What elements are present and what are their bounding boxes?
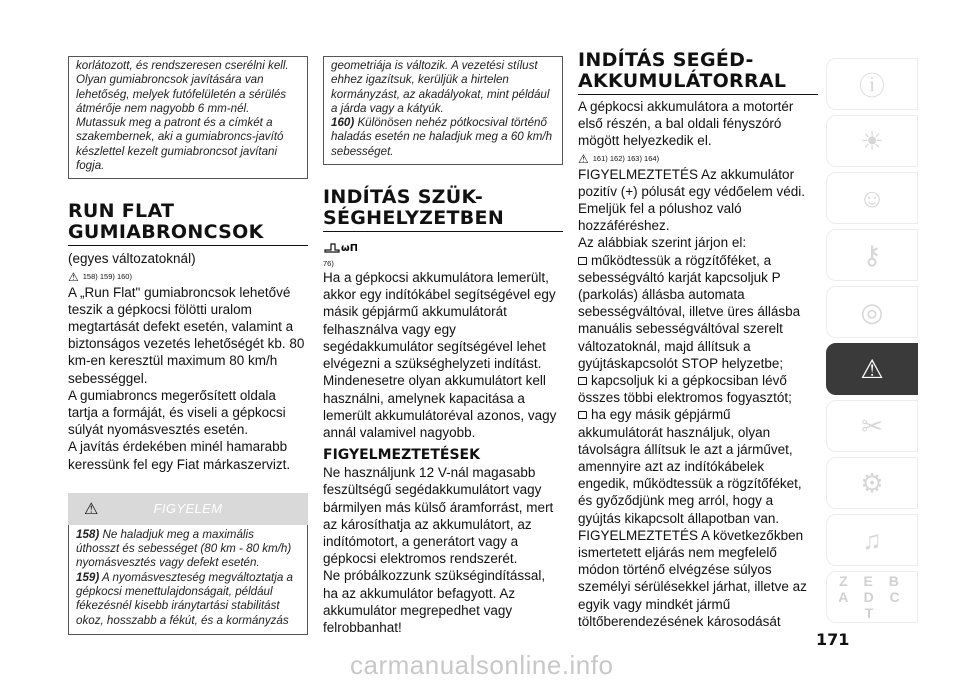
warning-triangle-icon: ⚠ — [68, 269, 79, 284]
warning-refs: ⚠ 158) 159) 160) — [68, 269, 132, 284]
warning-triangle-icon: ⚠ — [84, 500, 99, 518]
section-heading-emergency-start: INDÍTÁS SZÜK- SÉGHELYZETBEN — [323, 187, 563, 232]
seatbelt-airbag-icon: ☺ — [858, 182, 886, 213]
tab-driving[interactable] — [826, 286, 918, 338]
continued-note-box — [68, 56, 308, 179]
warning-item-158: 158) Ne haladjuk meg a maximális úthosszt és sebességet (80 km - 80 km/h) nyomásvesztés vagy defekt esetén. — [76, 527, 292, 570]
column-left — [68, 56, 308, 635]
list-item: ha egy másik gépjármű akkumulátorát használjuk, olyan távolságra állítsuk le azt a járművet, amennyire azt az indítókábelek engedik, működtessük a rögzítőféket, és győződjünk meg arról, hogy a gyújtás kikapcsolt állapotban van. — [578, 407, 802, 526]
paragraph: A gépkocsi akkumulátora a motortér első részén, a bal oldali fényszóró mögött helyezkedik el. — [578, 99, 794, 149]
paragraph: Ne használjunk 12 V-nál magasabb feszültségű segédakkumulátort vagy bármilyen más külső áramforrást, mert az károsíthatja az akkumulátort, az indítómotort, a generátort vagy a gépkocsi elektromos rendszerét. — [323, 465, 554, 567]
tab-multimedia[interactable] — [826, 514, 918, 566]
tab-starting[interactable] — [826, 229, 918, 281]
column-right — [578, 50, 818, 630]
key-start-icon: ⚷ — [862, 239, 882, 270]
music-media-icon: ♫ — [862, 524, 882, 555]
square-bullet-icon — [578, 257, 587, 265]
warning-title: FIGYELEM — [153, 501, 223, 517]
square-bullet-icon — [578, 377, 587, 385]
warning-item-160: 160) Különösen nehéz pótkocsival történő haladás esetén ne haladjuk meg a 60 km/h sebességet. — [331, 116, 553, 158]
paragraph: A gumiabroncs megerősített oldala tartja a formáját, és viseli a gépkocsi súlyát nyomásvesztés esetén. — [68, 387, 286, 438]
paragraph: FIGYELMEZTETÉS Az akkumulátor pozitív (+) pólusát egy védőelem védi. Emeljük fel a pólushoz való hozzáféréshez. — [578, 166, 805, 234]
warning-triangle-icon: ⚠ — [578, 151, 589, 166]
tab-technical-data[interactable] — [826, 457, 918, 509]
warning-item-159: 159) A nyomásveszteség megváltoztatja a gépkocsi menettulajdonságait, például fékezésnél kisebb iránytartási stabilitást okoz, hosszabb a fékút, és a kormányzás — [76, 570, 293, 627]
car-info-icon: ⓘ — [858, 70, 885, 101]
warning-text-box — [68, 525, 308, 635]
tab-dashboard-lights[interactable] — [826, 115, 918, 167]
dashboard-lights-icon: ☀ — [860, 125, 884, 156]
wrench-service-icon: ✂ — [861, 410, 883, 441]
caution-refs: 76) — [323, 259, 334, 269]
paragraph: A javítás érdekében minél hamarabb keressünk fel egy Fiat márkaszervizt. — [68, 439, 291, 472]
steering-wheel-icon: ◎ — [860, 296, 884, 327]
paragraph: Ne próbálkozzunk szükségindítással, ha az akkumulátor befagyott. Az akkumulátor megrepedhet vagy felrobbanhat! — [323, 568, 546, 635]
section-heading-booster-start: INDÍTÁS SEGÉD- AKKUMULÁTORRAL — [578, 50, 818, 95]
paragraph: A „Run Flat" gumiabroncsok lehetővé teszik a gépkocsi fölötti uralom megtartását defekt esetén, valamint a biztonságos vezetés lehetőségét kb. 80 km-en keresztül maximum 80 km/h sebességgel. — [68, 284, 305, 386]
hand-caution-icon — [323, 238, 563, 256]
svg-text:ωΠ: ωΠ — [341, 243, 357, 255]
index-letters-icon: Z E B A D C T — [838, 573, 906, 621]
page-number: 171 — [816, 630, 850, 649]
warning-header — [68, 493, 308, 525]
sub-heading-warnings: FIGYELMEZTETÉSEK — [323, 447, 480, 464]
paragraph: Ha a gépkocsi akkumulátora lemerült, akkor egy indítókábel segítségével egy másik gépjármű akkumulátorát felhasználva vagy egy segédakkumulátor segítségével lehet elvégezni a szükséghelyzeti indítást. — [323, 270, 556, 372]
continued-warning-text: geometriája is változik. A vezetési stílust ehhez igazítsuk, kerüljük a hirtelen kormányzást, az akadályokat, mint például a járda vagy a kátyúk. — [331, 59, 550, 115]
tab-emergency[interactable] — [826, 343, 918, 395]
square-bullet-icon — [578, 411, 587, 419]
tab-car-info[interactable] — [826, 58, 918, 110]
chapter-tabs — [826, 58, 918, 628]
paragraph: Mindenesetre olyan akkumulátort kell használni, amelynek kapacitása a lemerült akkumulátoréval azonos, vagy annál valamivel nagyobb. — [323, 373, 557, 440]
watermark: carmanualsonline.info — [350, 650, 614, 680]
gear-settings-icon: ⚙ — [860, 467, 884, 498]
warning-refs: ⚠ 161) 162) 163) 164) — [578, 151, 660, 166]
tab-index[interactable] — [826, 571, 918, 623]
section-heading-run-flat: RUN FLAT GUMIABRONCSOK — [68, 201, 308, 246]
tab-maintenance[interactable] — [826, 400, 918, 452]
warning-triangle-car-icon: ⚠ — [860, 353, 884, 384]
list-item: kapcsoljuk ki a gépkocsiban lévő összes többi elektromos fogyasztót; — [578, 373, 792, 406]
continued-warning-box — [323, 56, 563, 165]
column-middle — [323, 56, 563, 636]
section-subtitle: (egyes változatoknál) — [68, 251, 196, 267]
paragraph: FIGYELMEZTETÉS A következőkben ismertetett eljárás nem megfelelő módon történő elvégzése súlyos személyi sérülésekkel járhat, illetve az egyik vagy mindkét jármű töltőberendezésének károsodását — [578, 527, 807, 629]
paragraph: Az alábbiak szerint járjon el: — [578, 235, 747, 251]
list-item: működtessük a rögzítőféket, a sebességváltó karját kapcsoljuk P (parkolás) állásba automata sebességváltóval, illetve üres állásba manuális sebességváltóval szerelt változatoknál, majd állítsuk a gyújtáskapcsolót STOP helyzetbe; — [578, 252, 801, 371]
continued-note-text: korlátozott, és rendszeresen cserélni kell. Olyan gumiabroncsok javítására van lehetőség, melyek futófelületén a sérülés átmérője nem nagyobb 6 mm-nél. Mutassuk meg a patront és a címkét a szakembernek, aki a gumiabroncs-javító készlettel kezelt gumiabroncsot javítani fogja. — [76, 59, 289, 173]
tab-safety[interactable] — [826, 172, 918, 224]
